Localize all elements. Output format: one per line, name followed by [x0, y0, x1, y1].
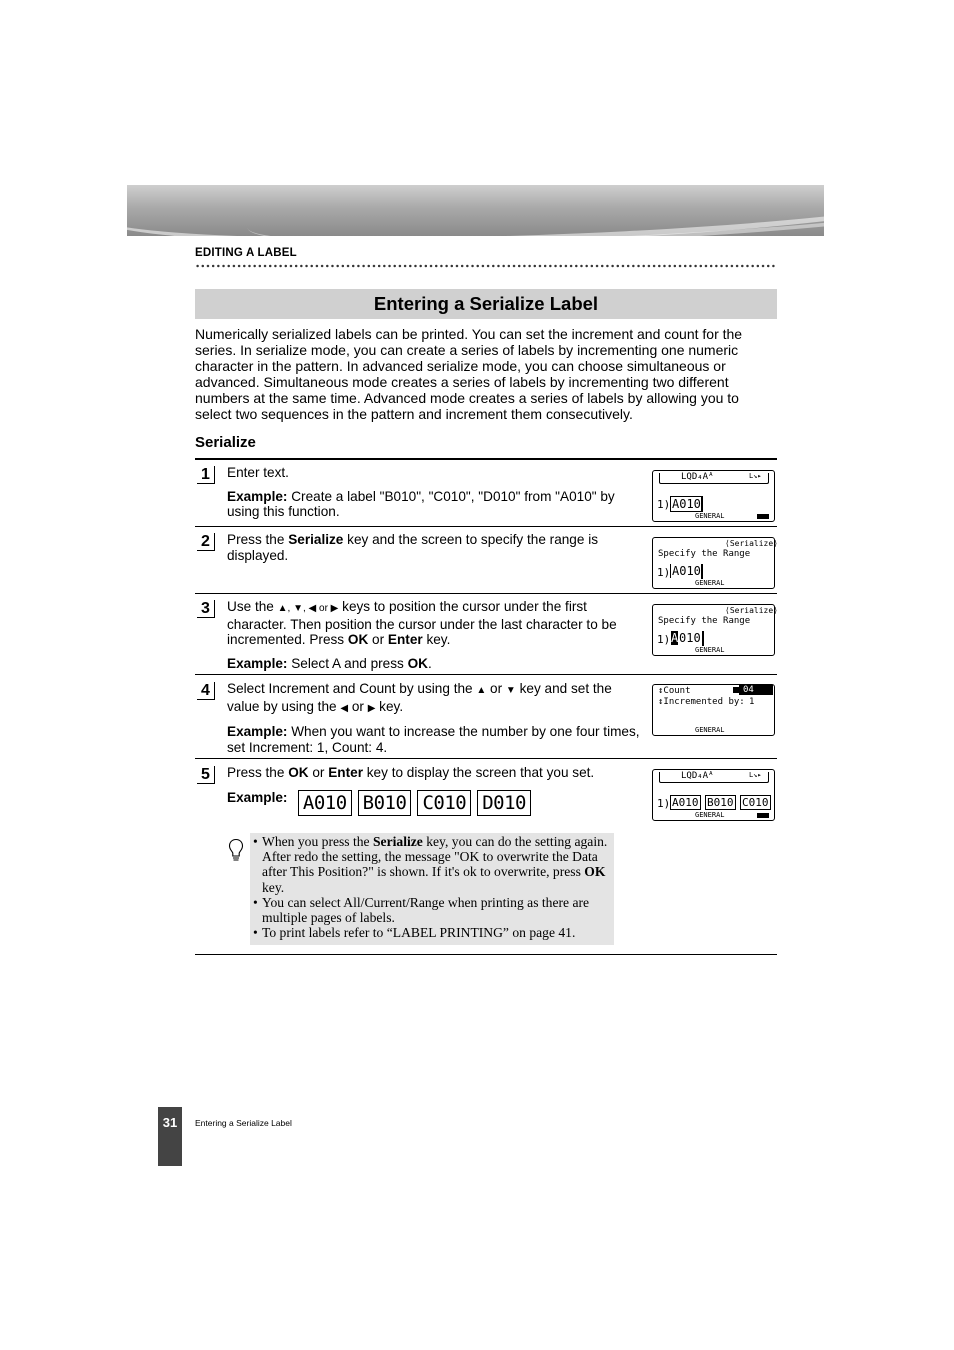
page-title: Entering a Serialize Label: [373, 293, 599, 314]
step-1: [195, 460, 777, 526]
footer-text: Entering a Serialize Label: [195, 1118, 292, 1128]
tip-item: • You can select All/Current/Range when printing as there are multiple pages of labels.: [262, 895, 614, 925]
lcd-screen: LQD₄Aᴬ L↘▸ 1) A010 B010 C010 GENERAL: [652, 769, 775, 821]
step-number: 5: [197, 766, 215, 784]
step-number: 4: [197, 682, 215, 700]
example-label: B010: [358, 790, 412, 816]
tip-item: • To print labels refer to “LABEL PRINTING” on page 41.: [262, 925, 614, 940]
dotted-divider: [195, 264, 777, 268]
left-arrow-icon: ◀: [340, 702, 349, 714]
example-row: $^{Example:}$ A010 B010 C010 D010: [227, 790, 537, 816]
example-label: A010: [298, 790, 352, 816]
step-number: 3: [197, 600, 215, 618]
tip-box: [250, 833, 614, 945]
header-banner: [127, 185, 824, 236]
step-5: [195, 760, 777, 830]
lcd-screen: ⟨Serialize⟩ Specify the Range 1) A 010 GENERAL: [652, 604, 775, 656]
step-number: 2: [197, 533, 215, 551]
lcd-screen: LQD₄Aᴬ L↘▸ 1) A010 GENERAL: [652, 470, 775, 522]
up-arrow-icon: ▲: [476, 685, 487, 696]
down-arrow-icon: ▼: [505, 685, 516, 696]
divider: [195, 758, 777, 759]
lcd-screen: ↕Count 04 ↕Incremented by: 1 GENERAL: [652, 684, 775, 736]
step-text: Enter text. Example: Create a label "B010", "C010", "D010" from "A010" by using this function.: [227, 465, 615, 520]
step-number: 1: [197, 466, 215, 484]
step-3: [195, 594, 777, 674]
intro-paragraph: Numerically serialized labels can be printed. You can set the increment and count for the series. In serialize mode, you can create a series of labels by incrementing one numeric character in the pattern. In advanced serialize mode, you can choose simultaneous or advanced. Simultaneous mode creates a series of labels by incrementing two different numbers at the same time. Advanced mode creates a series of labels by allowing you to select two sequences in the pattern and increment them consecutively.: [195, 326, 743, 422]
lcd-screen: ⟨Serialize⟩ Specify the Range 1) A010 GENERAL: [652, 537, 775, 589]
example-label: D010: [477, 790, 531, 816]
tip-item: • When you press the Serialize key, you can do the setting again. After redo the setting, the message "OK to overwrite the Data after This Position?" is shown. If it's ok to overwrite, press OK key.: [262, 834, 614, 895]
page-number: 31: [158, 1107, 182, 1166]
step-text: Select Increment and Count by using the ▲ or ▼ key and set the value by using the ◀ or ▶ key. Example: When you want to increase the number by one four times, set Increment: 1, Count: 4.: [227, 681, 640, 755]
step-4: [195, 676, 777, 758]
example-label: C010: [417, 790, 471, 816]
right-arrow-icon: ▶: [367, 702, 376, 714]
step-text: Use the ▲, ▼, ◀ or ▶ keys to position the cursor under the first character. Then position the cursor under the last character to be incremented. Press OK or Enter key. Example: Select A and press OK.: [227, 599, 617, 671]
lightbulb-icon: [228, 838, 244, 864]
step-text: Press the Serialize key and the screen to specify the range is displayed.: [227, 532, 599, 563]
divider: [195, 954, 777, 955]
step-2: [195, 527, 777, 593]
section-label: EDITING A LABEL: [195, 247, 297, 259]
title-bar: [195, 289, 777, 319]
step-text: Press the OK or Enter key to display the screen that you set.: [227, 765, 595, 780]
divider: [195, 674, 777, 675]
subheading: Serialize: [195, 434, 256, 451]
arrow-keys-icon: ▲, ▼, ◀ or ▶: [277, 603, 339, 614]
